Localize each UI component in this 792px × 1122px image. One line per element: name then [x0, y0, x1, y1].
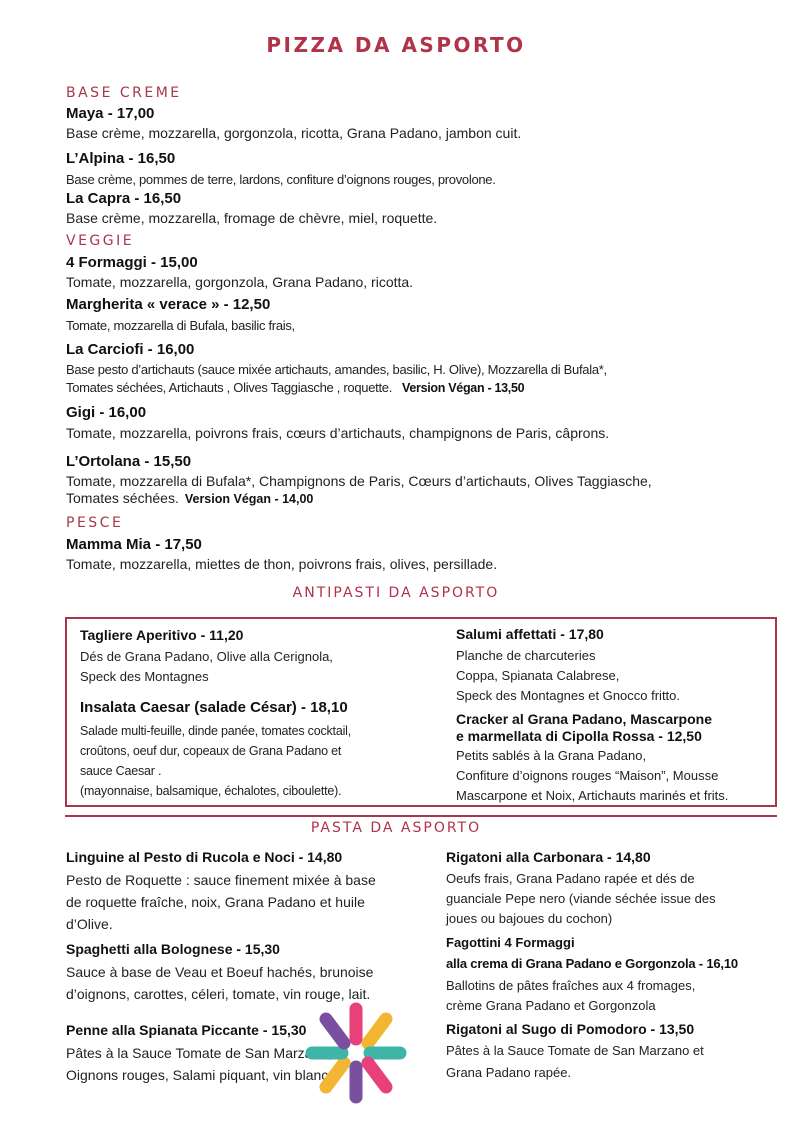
- pizza-capra-desc: Base crème, mozzarella, fromage de chèvre, miel, roquette.: [66, 210, 438, 226]
- pizza-ortolana-desc-2-text: Tomates séchées.: [66, 490, 179, 506]
- antipasti-tagliere-line1: Dés de Grana Padano, Olive alla Cerignola,: [80, 649, 333, 664]
- pasta-fagottini-line1: Ballotins de pâtes fraîches aux 4 fromages,: [446, 978, 696, 993]
- pasta-penne-line2: Oignons rouges, Salami piquant, vin blanc.: [66, 1067, 333, 1083]
- antipasti-insalata-line4: (mayonnaise, balsamique, échalotes, ciboulette).: [80, 784, 342, 798]
- antipasti-insalata-line2: croûtons, oeuf dur, copeaux de Grana Padano et: [80, 744, 342, 758]
- antipasti-tagliere-line2: Speck des Montagnes: [80, 669, 209, 684]
- pizza-ortolana-name: L’Ortolana - 15,50: [66, 453, 192, 470]
- pizza-mamma-mia-name: Mamma Mia - 17,50: [66, 536, 202, 553]
- pizza-margherita-name: Margherita « verace » - 12,50: [66, 296, 271, 313]
- page-title: PIZZA DA ASPORTO: [266, 33, 526, 57]
- pasta-carbonara-line2: guanciale Pepe nero (viande séchée issue des: [446, 891, 716, 906]
- section-base-creme: BASE CREME: [66, 85, 182, 101]
- pizza-carciofi-vegan: Version Végan - 13,50: [402, 381, 525, 395]
- pasta-divider: [65, 815, 777, 817]
- pasta-pomodoro-line1: Pâtes à la Sauce Tomate de San Marzano et: [446, 1043, 704, 1058]
- pizza-gigi-desc: Tomate, mozzarella, poivrons frais, cœurs d’artichauts, champignons de Paris, câprons.: [66, 425, 610, 441]
- antipasti-insalata-line1: Salade multi-feuille, dinde panée, tomates cocktail,: [80, 724, 352, 738]
- antipasti-salumi-line1: Planche de charcuteries: [456, 648, 596, 663]
- pizza-maya-name: Maya - 17,00: [66, 105, 155, 122]
- pizza-carciofi-desc-2-text: Tomates séchées, Artichauts , Olives Taggiasche , roquette.: [66, 380, 393, 395]
- pasta-penne-line1: Pâtes à la Sauce Tomate de San Marzano,: [66, 1045, 332, 1061]
- pizza-alpina-name: L’Alpina - 16,50: [66, 150, 176, 167]
- pizza-carciofi-desc-2: [66, 378, 524, 398]
- pizza-ortolana-vegan: Version Végan - 14,00: [184, 492, 314, 506]
- antipasti-salumi-line2: Coppa, Spianata Calabrese,: [456, 668, 620, 683]
- pizza-margherita-desc: Tomate, mozzarella di Bufala, basilic frais,: [66, 318, 295, 333]
- pasta-carbonara-line3: joues ou bajoues du cochon): [446, 911, 613, 926]
- section-pasta: PASTA DA ASPORTO: [310, 820, 482, 836]
- pasta-penne-name: Penne alla Spianata Piccante - 15,30: [66, 1022, 307, 1038]
- pasta-carbonara-name: Rigatoni alla Carbonara - 14,80: [446, 849, 651, 865]
- section-veggie: VEGGIE: [66, 233, 135, 249]
- antipasti-salumi-name: Salumi affettati - 17,80: [456, 626, 604, 642]
- pasta-spaghetti-name: Spaghetti alla Bolognese - 15,30: [66, 941, 280, 957]
- antipasti-insalata-line3: sauce Caesar .: [80, 764, 162, 778]
- pizza-gigi-name: Gigi - 16,00: [66, 404, 147, 421]
- pasta-linguine-line3: d’Olive.: [66, 916, 113, 932]
- pasta-linguine-line1: Pesto de Roquette : sauce finement mixée à base: [66, 872, 376, 888]
- pasta-linguine-line2: de roquette fraîche, noix, Grana Padano et huile: [66, 894, 365, 910]
- section-antipasti: ANTIPASTI DA ASPORTO: [292, 585, 500, 601]
- pasta-fagottini-name-2: alla crema di Grana Padano e Gorgonzola - 16,10: [446, 956, 738, 971]
- pizza-4formaggi-desc: Tomate, mozzarella, gorgonzola, Grana Padano, ricotta.: [66, 274, 414, 290]
- pizza-maya-desc: Base crème, mozzarella, gorgonzola, ricotta, Grana Padano, jambon cuit.: [66, 125, 522, 141]
- watermark-logo-icon: [298, 995, 414, 1111]
- pasta-spaghetti-line2: d’oignons, carottes, céleri, tomate, vin rouge, lait.: [66, 986, 371, 1002]
- pasta-spaghetti-line1: Sauce à base de Veau et Boeuf hachés, brunoise: [66, 964, 374, 980]
- pizza-alpina-desc: Base crème, pommes de terre, lardons, confiture d’oignons rouges, provolone.: [66, 172, 496, 187]
- pasta-pomodoro-line2: Grana Padano rapée.: [446, 1065, 572, 1080]
- antipasti-cracker-name-1: Cracker al Grana Padano, Mascarpone: [456, 711, 712, 727]
- pasta-linguine-name: Linguine al Pesto di Rucola e Noci - 14,80: [66, 849, 343, 865]
- pizza-ortolana-desc-1: Tomate, mozzarella di Bufala*, Champignons de Paris, Cœurs d’artichauts, Olives Taggiasche,: [66, 473, 652, 489]
- pizza-4formaggi-name: 4 Formaggi - 15,00: [66, 254, 198, 271]
- pasta-pomodoro-name: Rigatoni al Sugo di Pomodoro - 13,50: [446, 1021, 695, 1037]
- antipasti-cracker-line2: Confiture d’oignons rouges “Maison”, Mousse: [456, 768, 719, 783]
- pizza-capra-name: La Capra - 16,50: [66, 190, 182, 207]
- antipasti-cracker-line1: Petits sablés à la Grana Padano,: [456, 748, 647, 763]
- antipasti-cracker-line3: Mascarpone et Noix, Artichauts marinés et frits.: [456, 788, 729, 803]
- section-pesce: PESCE: [66, 515, 124, 531]
- pizza-mamma-mia-desc: Tomate, mozzarella, miettes de thon, poivrons frais, olives, persillade.: [66, 556, 498, 572]
- pasta-fagottini-line2: crème Grana Padano et Gorgonzola: [446, 998, 656, 1013]
- pizza-carciofi-name: La Carciofi - 16,00: [66, 341, 195, 358]
- antipasti-cracker-name-2: e marmellata di Cipolla Rossa - 12,50: [456, 728, 702, 744]
- antipasti-insalata-name: Insalata Caesar (salade César) - 18,10: [80, 699, 348, 716]
- pasta-fagottini-name-1: Fagottini 4 Formaggi: [446, 935, 575, 950]
- antipasti-salumi-line3: Speck des Montagnes et Gnocco fritto.: [456, 688, 681, 703]
- pasta-carbonara-line1: Oeufs frais, Grana Padano rapée et dés de: [446, 871, 695, 886]
- antipasti-tagliere-name: Tagliere Aperitivo - 11,20: [80, 627, 244, 643]
- pizza-ortolana-desc-2: [66, 489, 313, 509]
- pizza-carciofi-desc-1: Base pesto d’artichauts (sauce mixée artichauts, amandes, basilic, H. Olive), Mozzarella di Bufala*,: [66, 362, 607, 377]
